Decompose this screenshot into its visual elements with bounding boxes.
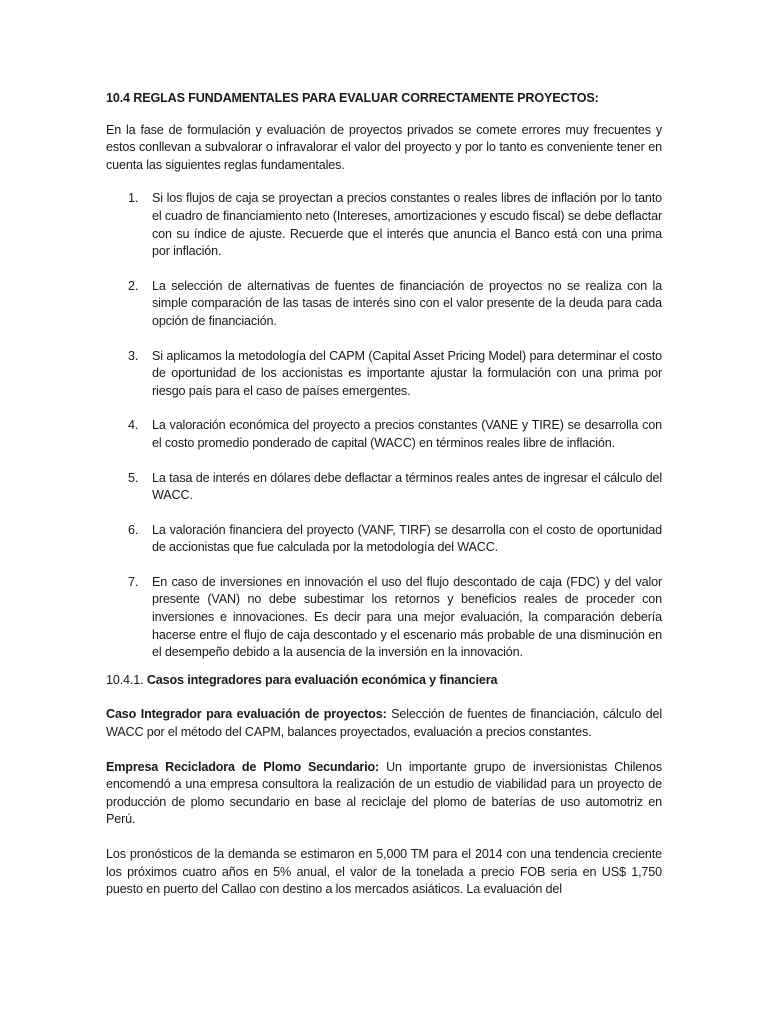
empresa-lead: Empresa Recicladora de Plomo Secundario: [106,759,380,774]
list-item-number: 3. [128,348,139,363]
list-item-text: La valoración económica del proyecto a precios constantes (VANE y TIRE) se desarrolla con el costo promedio ponderado de capital (WACC) en términos reales libre de inflación. [152,418,662,450]
case-integrador-lead: Caso Integrador para evaluación de proyectos: [106,707,387,722]
section-heading: 10.4 REGLAS FUNDAMENTALES PARA EVALUAR CORRECTAMENTE PROYECTOS: [106,91,599,105]
subsection-number: 10.4.1. [106,672,144,687]
list-item-number: 4. [128,418,139,433]
list-item-number: 6. [128,522,139,537]
subsection-title: Casos integradores para evaluación económica y financiera [146,672,498,687]
list-item-text: La selección de alternativas de fuentes de financiación de proyectos no se realiza con la simple comparación de las tasas de interés sino con el valor presente de la deuda para cada opción de financiación. [152,278,662,328]
list-item [106,417,662,452]
list-item-number: 5. [128,470,139,485]
subsection-heading [106,672,662,690]
list-item-number: 2. [128,278,139,293]
empresa-text: Un importante grupo de inversionistas Chilenos encomendó a una empresa consultora la realización de un estudio de viabilidad para un proyecto de producción de plomo secundario en base al reciclaje del plomo de baterías de uso automotriz en Perú. [106,759,662,827]
intro-paragraph: En la fase de formulación y evaluación de proyectos privados se comete errores muy frecuentes y estos conllevan a subvalorar o infravalorar el valor del proyecto y por lo tanto es conveniente tener en cuenta las siguientes reglas fundamentales. [106,122,662,172]
list-item [106,348,662,401]
list-item [106,522,662,557]
pronosticos-paragraph: Los pronósticos de la demanda se estimaron en 5,000 TM para el 2014 con una tendencia creciente los próximos cuatro años en 5% anual, el valor de la tonelada a precio FOB seria en US$ 1,750 puesto en puerto del Callao con destino a los mercados asiáticos. La evaluación del [106,847,662,897]
list-item-number: 7. [128,574,139,589]
list-item-text: Si aplicamos la metodología del CAPM (Capital Asset Pricing Model) para determinar el costo de oportunidad de los accionistas es importante ajustar la formulación con una prima por riesgo país para el caso de países emergentes. [152,348,662,398]
case-integrador-paragraph [106,706,662,741]
list-item-text: La tasa de interés en dólares debe deflactar a términos reales antes de ingresar el cálculo del WACC. [152,470,662,503]
list-item [106,278,662,331]
list-item-text: En caso de inversiones en innovación el uso del flujo descontado de caja (FDC) y del valor presente (VAN) no debe subestimar los retornos y beneficios reales de proceder con inversiones e innovaciones. Es decir para una mejor evaluación, la comparación debería hacerse entre el flujo de caja descontado y el escenario más probable de una disminución en el desempeño debido a la ausencia de la inversión en la innovación. [152,574,662,660]
list-item-text: Si los flujos de caja se proyectan a precios constantes o reales libres de inflación por lo tanto el cuadro de financiamiento neto (Intereses, amortizaciones y escudo fiscal) se debe deflactar con su índice de ajuste. Recuerde que el interés que anuncia el Banco está con una prima por inflación. [152,191,662,259]
list-item [106,190,662,260]
empresa-paragraph [106,759,662,829]
list-item [106,574,662,662]
list-item [106,470,662,505]
rules-list [106,190,662,661]
list-item-number: 1. [128,191,139,206]
document-page [106,90,662,899]
list-item-text: La valoración financiera del proyecto (VANF, TIRF) se desarrolla con el costo de oportunidad de accionistas que fue calculada por la metodología del WACC. [152,522,662,555]
case-integrador-text: Selección de fuentes de financiación, cálculo del WACC por el método del CAPM, balances proyectados, evaluación a precios constantes. [106,707,662,740]
